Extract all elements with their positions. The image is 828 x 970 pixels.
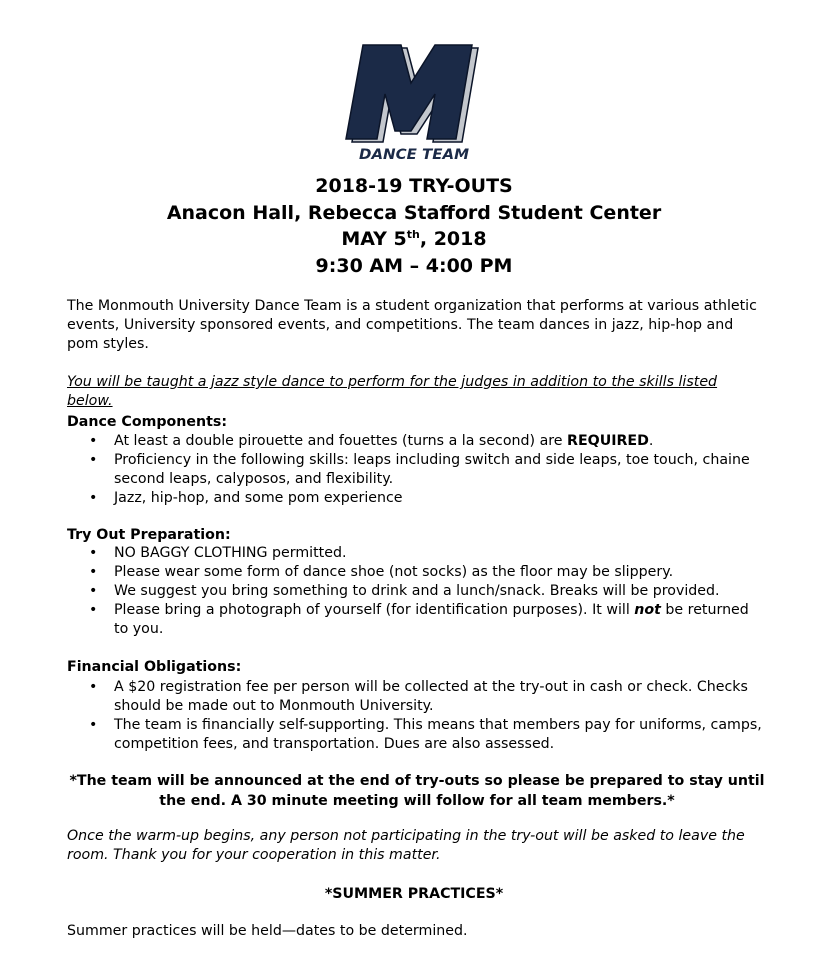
summer-practices-text: Summer practices will be held—dates to be determined. (67, 923, 468, 939)
dance-components-list (67, 432, 767, 508)
event-header (0, 173, 828, 279)
dance-team-logo (345, 42, 483, 164)
team-announcement: *The team will be announced at the end of try-outs so please be prepared to stay until the end. A 30 minute meeting will follow for all team members.* (69, 773, 765, 809)
jazz-note: You will be taught a jazz style dance to perform for the judges in addition to the skills listed below. (67, 374, 718, 409)
list-item: • Please bring a photograph of yourself (for identification purposes). It will not be returned to you. (67, 601, 767, 639)
intro-paragraph: The Monmouth University Dance Team is a student organization that performs at various athletic events, University sponsored events, and competitions. The team dances in jazz, hip-hop and pom styles. (67, 298, 757, 352)
list-item: • We suggest you bring something to drink and a lunch/snack. Breaks will be provided. (67, 582, 767, 601)
event-date: MAY 5th, 2018 (341, 228, 487, 250)
try-out-preparation-heading: Try Out Preparation: (67, 527, 231, 543)
list-item: • The team is financially self-supporting. This means that members pay for uniforms, camps, competition fees, and transportation. Dues are also assessed. (67, 716, 767, 754)
list-item: • Proficiency in the following skills: leaps including switch and side leaps, toe touch, chaine second leaps, calyposos, and flexibility. (67, 451, 767, 489)
list-item: • At least a double pirouette and fouettes (turns a la second) are REQUIRED. (67, 432, 767, 451)
list-item: • Please wear some form of dance shoe (not socks) as the floor may be slippery. (67, 563, 767, 582)
event-title: 2018-19 TRY-OUTS (315, 175, 513, 197)
list-item: • A $20 registration fee per person will be collected at the try-out in cash or check. Checks should be made out to Monmouth University. (67, 678, 767, 716)
event-location: Anacon Hall, Rebecca Stafford Student Center (166, 201, 662, 224)
preparation-list (67, 544, 767, 639)
financial-list (67, 678, 767, 754)
list-item: • Jazz, hip-hop, and some pom experience (67, 489, 767, 508)
dance-components-heading: Dance Components: (67, 414, 227, 430)
logo-caption: DANCE TEAM (359, 147, 470, 163)
financial-obligations-heading: Financial Obligations: (67, 659, 242, 675)
event-time: 9:30 AM – 4:00 PM (315, 254, 513, 277)
warmup-notice: Once the warm-up begins, any person not participating in the try-out will be asked to leave the room. Thank you for your cooperation in this matter. (67, 828, 745, 863)
summer-practices-heading: *SUMMER PRACTICES* (324, 886, 504, 902)
list-item: • NO BAGGY CLOTHING permitted. (67, 544, 767, 563)
